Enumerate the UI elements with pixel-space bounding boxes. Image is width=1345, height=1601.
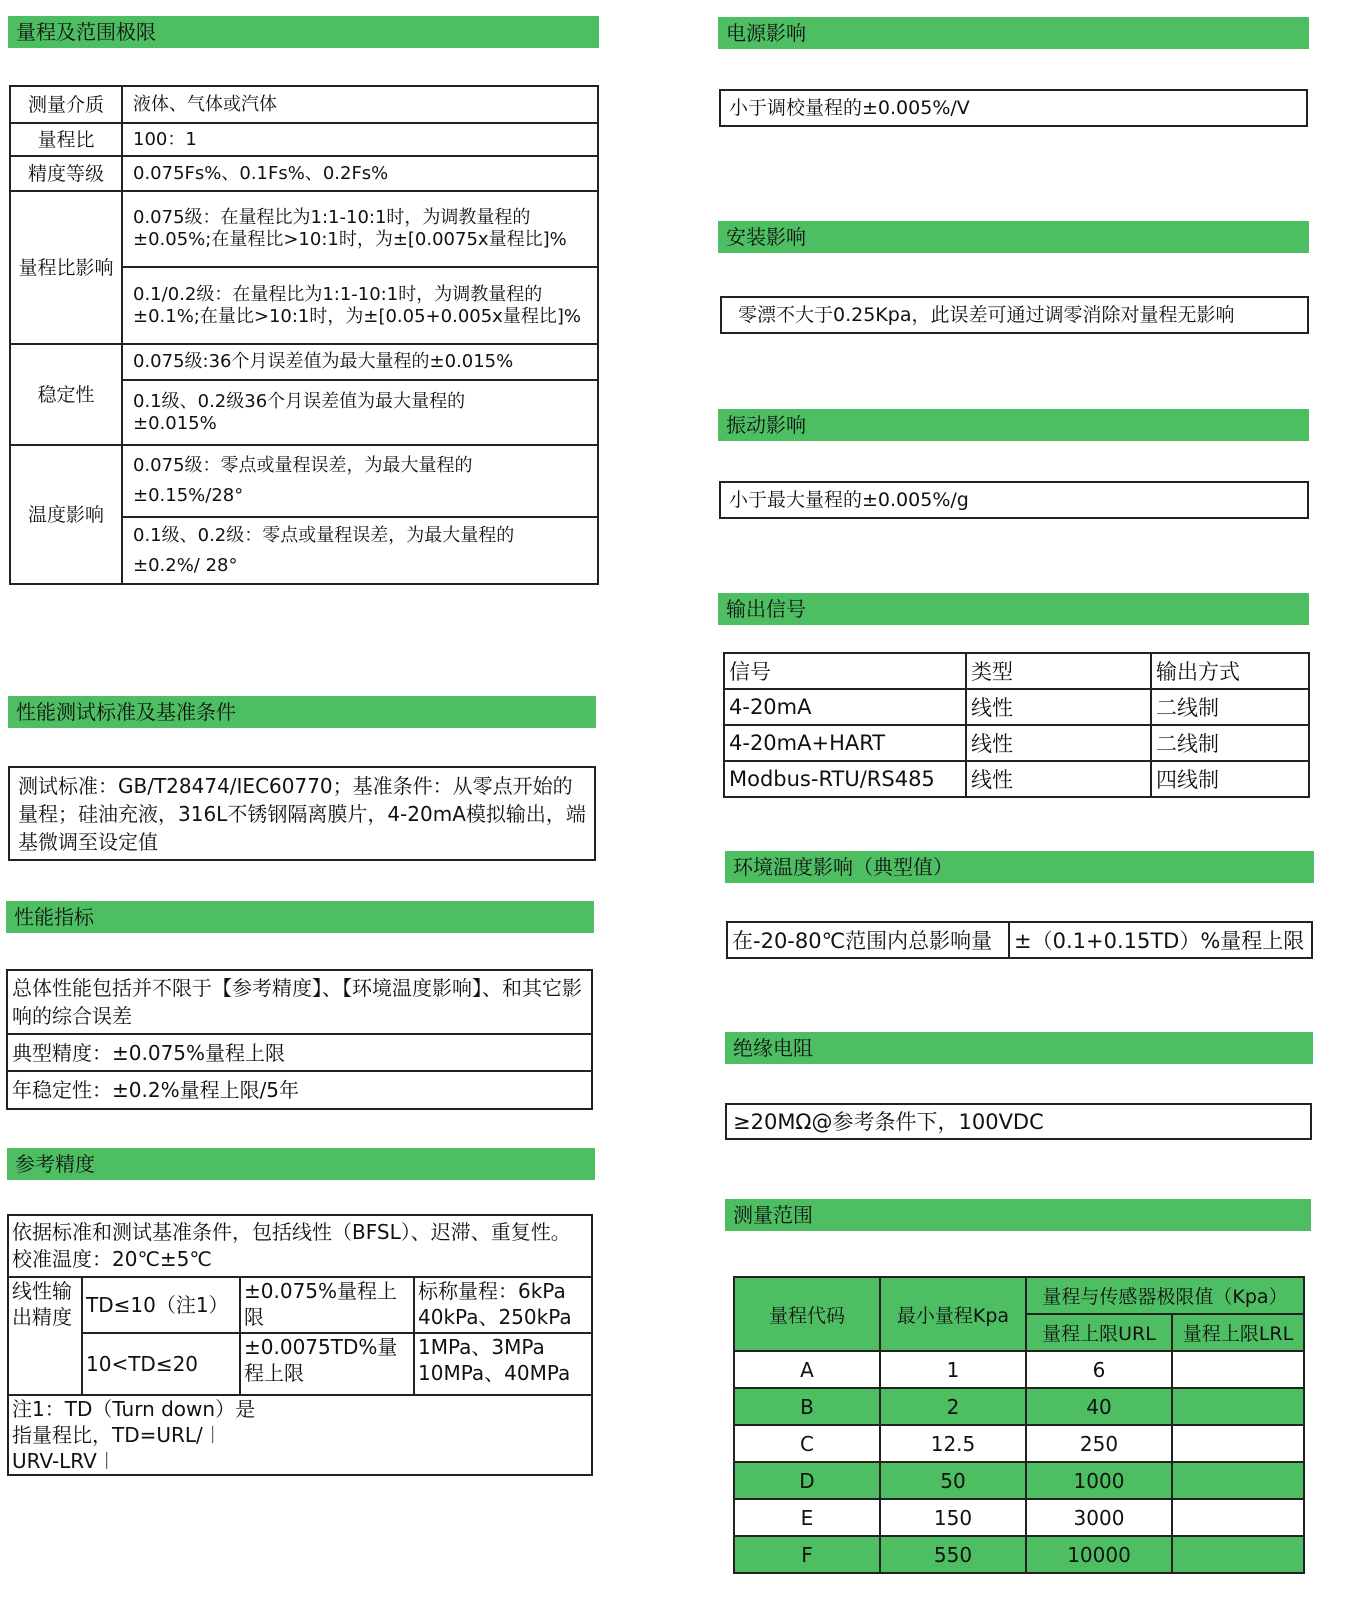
output-col-type: 类型 [966, 653, 1151, 689]
performance-row-1: 总体性能包括并不限于【参考精度】、【环境温度影响】、和其它影响的综合误差 [7, 970, 592, 1034]
range-table [733, 1276, 1305, 1574]
table-row [734, 1425, 1304, 1462]
ambient-key: 在-20-80℃范围内总影响量 [727, 922, 1009, 958]
table-row [734, 1499, 1304, 1536]
output-header: 输出信号 [718, 593, 1309, 625]
code-cell: D [734, 1462, 880, 1499]
reference-table [7, 1214, 593, 1476]
insulation-header: 绝缘电阻 [725, 1032, 1313, 1064]
reference-note: 注1：TD（Turn down）是指量程比，TD=URL/︱URV-LRV︱ [8, 1395, 592, 1475]
range-header: 测量范围 [725, 1199, 1311, 1231]
stability-value-1: 0.075级:36个月误差值为最大量程的±0.015% [122, 344, 598, 380]
signal-cell: 4-20mA [724, 689, 966, 725]
nominal-range-1: 标称量程：6kPa 40kPa、250kPa [414, 1277, 592, 1333]
install-header: 安装影响 [718, 221, 1309, 253]
min-cell: 2 [880, 1388, 1026, 1425]
url-cell: 250 [1026, 1425, 1172, 1462]
ambient-value: ±（0.1+0.15TD）%量程上限 [1009, 922, 1312, 958]
signal-cell: 4-20mA+HART [724, 725, 966, 761]
vibration-text: 小于最大量程的±0.005%/g [719, 481, 1309, 519]
code-cell: E [734, 1499, 880, 1536]
code-cell: F [734, 1536, 880, 1573]
performance-row-3: 年稳定性：±0.2%量程上限/5年 [7, 1071, 592, 1109]
url-cell: 40 [1026, 1388, 1172, 1425]
medium-value: 液体、气体或汽体 [122, 86, 598, 123]
table-row [724, 725, 1309, 761]
ambient-header: 环境温度影响（典型值） [725, 851, 1314, 883]
range-col-limit: 量程与传感器极限值（Kpa） [1026, 1277, 1304, 1314]
temperature-label: 温度影响 [10, 445, 122, 584]
power-header: 电源影响 [718, 17, 1309, 49]
range-col-url: 量程上限URL [1026, 1314, 1172, 1351]
ratio-effect-label: 量程比影响 [10, 191, 122, 344]
reference-intro: 依据标准和测试基准条件，包括线性（BFSL）、迟滞、重复性。校准温度：20℃±5℃ [8, 1215, 592, 1277]
performance-table [6, 969, 593, 1110]
mode-cell: 二线制 [1151, 689, 1309, 725]
code-cell: B [734, 1388, 880, 1425]
stability-label: 稳定性 [10, 344, 122, 445]
code-cell: C [734, 1425, 880, 1462]
mode-cell: 四线制 [1151, 761, 1309, 797]
stability-value-2: 0.1级、0.2级36个月误差值为最大量程的±0.015% [122, 380, 598, 445]
min-cell: 1 [880, 1351, 1026, 1388]
lrl-cell [1172, 1351, 1304, 1388]
mode-cell: 二线制 [1151, 725, 1309, 761]
output-col-mode: 输出方式 [1151, 653, 1309, 689]
test-standard-header: 性能测试标准及基准条件 [8, 696, 596, 728]
td-range-2: 10<TD≤20 [82, 1333, 240, 1395]
table-row [724, 761, 1309, 797]
type-cell: 线性 [966, 761, 1151, 797]
test-standard-text: 测试标准：GB/T28474/IEC60770；基准条件：从零点开始的量程；硅油充液，316L不锈钢隔离膜片，4-20mA模拟输出，端基微调至设定值 [8, 766, 596, 861]
url-cell: 1000 [1026, 1462, 1172, 1499]
min-cell: 12.5 [880, 1425, 1026, 1462]
ratio-effect-value-2: 0.1/0.2级：在量程比为1:1-10:1时，为调教量程的±0.1%;在量比>10:1时，为±[0.05+0.005x量程比]% [122, 267, 598, 344]
table-row [734, 1536, 1304, 1573]
ratio-label: 量程比 [10, 123, 122, 156]
min-cell: 550 [880, 1536, 1026, 1573]
range-col-min: 最小量程Kpa [880, 1277, 1026, 1351]
nominal-range-2: 1MPa、3MPa 10MPa、40MPa [414, 1333, 592, 1395]
ambient-table [726, 921, 1313, 959]
output-table [723, 652, 1310, 798]
ratio-value: 100：1 [122, 123, 598, 156]
signal-cell: Modbus-RTU/RS485 [724, 761, 966, 797]
code-cell: A [734, 1351, 880, 1388]
td-range-1: TD≤10（注1） [82, 1277, 240, 1333]
min-cell: 50 [880, 1462, 1026, 1499]
table-row [734, 1388, 1304, 1425]
output-col-signal: 信号 [724, 653, 966, 689]
temperature-value-1: 0.075级：零点或量程误差，为最大量程的±0.15%/28° [122, 445, 598, 517]
lrl-cell [1172, 1388, 1304, 1425]
url-cell: 10000 [1026, 1536, 1172, 1573]
vibration-header: 振动影响 [718, 409, 1309, 441]
range-limits-header: 量程及范围极限 [8, 16, 599, 48]
lrl-cell [1172, 1536, 1304, 1573]
type-cell: 线性 [966, 725, 1151, 761]
lrl-cell [1172, 1425, 1304, 1462]
performance-row-2: 典型精度：±0.075%量程上限 [7, 1034, 592, 1071]
install-text: 零漂不大于0.25Kpa，此误差可通过调零消除对量程无影响 [720, 296, 1309, 334]
performance-header: 性能指标 [6, 901, 594, 933]
accuracy-2: ±0.0075TD%量程上限 [240, 1333, 414, 1395]
type-cell: 线性 [966, 689, 1151, 725]
table-row [734, 1351, 1304, 1388]
ratio-effect-value-1: 0.075级：在量程比为1:1-10:1时，为调教量程的±0.05%;在量程比>10:1时，为±[0.0075x量程比]% [122, 191, 598, 267]
table-row [724, 689, 1309, 725]
range-col-lrl: 量程上限LRL [1172, 1314, 1304, 1351]
accuracy-label: 精度等级 [10, 156, 122, 191]
lrl-cell [1172, 1462, 1304, 1499]
temperature-value-2: 0.1级、0.2级：零点或量程误差，为最大量程的±0.2%/ 28° [122, 517, 598, 584]
url-cell: 6 [1026, 1351, 1172, 1388]
range-col-code: 量程代码 [734, 1277, 880, 1351]
lrl-cell [1172, 1499, 1304, 1536]
reference-header: 参考精度 [7, 1148, 595, 1180]
min-cell: 150 [880, 1499, 1026, 1536]
linear-accuracy-label: 线性输出精度 [8, 1277, 82, 1395]
insulation-text: ≥20MΩ@参考条件下，100VDC [725, 1103, 1312, 1140]
medium-label: 测量介质 [10, 86, 122, 123]
accuracy-value: 0.075Fs%、0.1Fs%、0.2Fs% [122, 156, 598, 191]
url-cell: 3000 [1026, 1499, 1172, 1536]
power-text: 小于调校量程的±0.005%/V [719, 89, 1308, 127]
table-row [734, 1462, 1304, 1499]
range-limits-table [9, 85, 599, 585]
accuracy-1: ±0.075%量程上限 [240, 1277, 414, 1333]
